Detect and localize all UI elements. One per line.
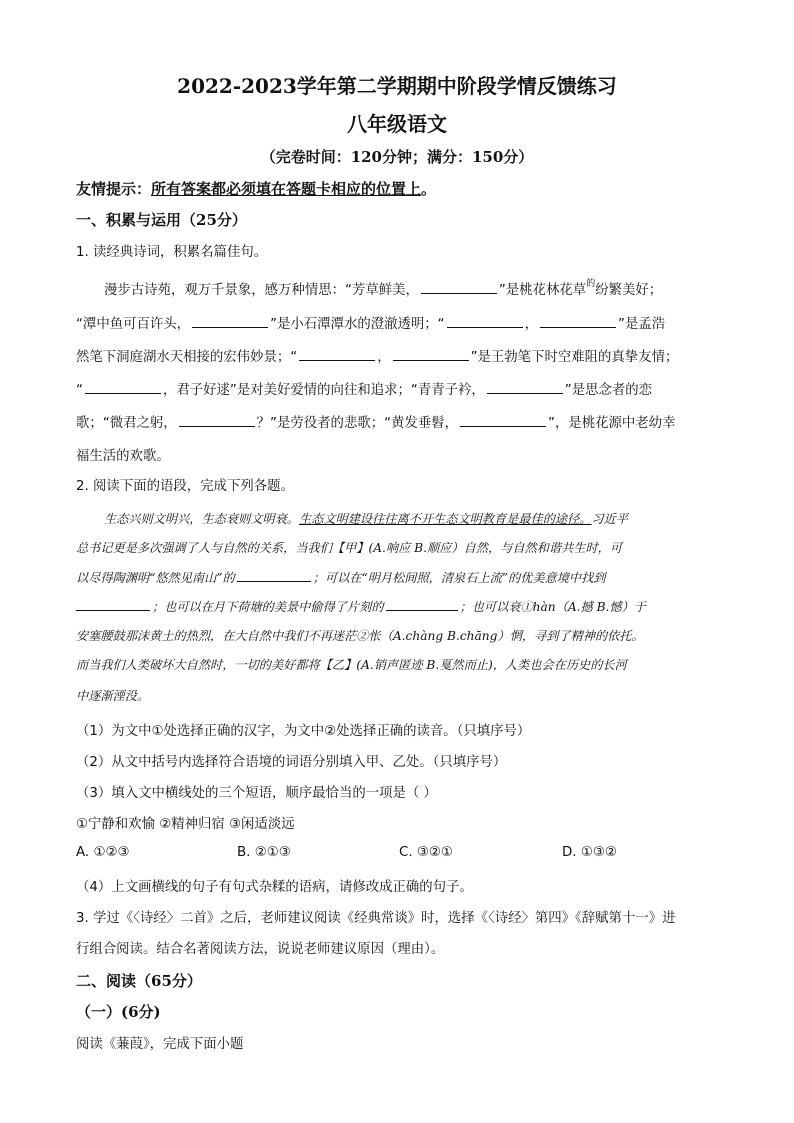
answer-blank[interactable]: [299, 347, 375, 361]
q1-text: ”是小石潭潭水的澄澈透明；“: [270, 317, 445, 332]
section2-intro: 阅读《蒹葭》，完成下面小题: [76, 1037, 244, 1052]
passage-line3: [76, 568, 606, 586]
exam-title: 2022-2023学年第二学期期中阶段学情反馈练习: [177, 74, 617, 98]
passage-line1: [104, 510, 628, 527]
answer-blank[interactable]: [237, 568, 311, 582]
q2-phrases: ①宁静和欢愉 ②精神归宿 ③闲适淡远: [76, 817, 295, 832]
q2-sub1: （1）为文中①处选择正确的汉字，为文中②处选择正确的读音。（只填序号）: [76, 724, 531, 739]
q3-line1: 3. 学过《〈诗经〉二首》之后，老师建议阅读《经典常谈》时，选择《〈诗经〉第四》《辞赋第十一》进: [76, 911, 676, 926]
answer-blank[interactable]: [421, 280, 497, 294]
answer-blank[interactable]: [460, 413, 546, 427]
q1-text: 歌；“微君之躬，: [76, 416, 177, 431]
q2-stem: 2. 阅读下面的语段，完成下列各题。: [76, 479, 294, 494]
q1-text: 纷繁美好；: [595, 283, 663, 298]
q2-option-d[interactable]: D. ①③②: [562, 845, 617, 860]
answer-blank[interactable]: [386, 597, 458, 611]
section2-heading: 二、阅读（65分）: [76, 972, 202, 990]
q1-text: ，君子好逑”是对美好爱情的向往和追求；“青青子衿，: [162, 383, 485, 398]
passage-text: ；也可以衰①hàn（A.撼 B.憾）于: [459, 600, 646, 614]
passage-line6: 而当我们人类破坏大自然时，一切的美好都将【乙】(A.销声匿迹 B.戛然而止)，人类也会在历史的长河: [76, 658, 627, 672]
q1-line3: [76, 346, 678, 365]
q1-text: ”是孟浩: [618, 317, 666, 332]
passage-text: 生态兴则文明兴，生态衰则文明衰。: [104, 512, 299, 526]
passage-text: 习近平: [591, 512, 629, 526]
passage-line5: 安塞腰鼓那沫黄土的热烈，在大自然中我们不再迷茫②怅（A.chàng B.chāng）惘，寻到了精神的依托。: [76, 629, 644, 643]
answer-blank[interactable]: [393, 347, 469, 361]
q1-line2: [76, 313, 665, 332]
q2-sub4: （4）上文画横线的句子有句式杂糅的语病，请修改成正确的句子。: [76, 880, 473, 895]
notice: [76, 178, 436, 199]
q1-line1: [104, 279, 662, 298]
q1-text: 漫步古诗苑，观万千景象，感万种情思：“芳草鲜美，: [104, 283, 419, 298]
answer-blank[interactable]: [179, 413, 255, 427]
q1-text: ”是思念者的恋: [564, 383, 653, 398]
notice-text: 所有答案都必须填在答题卡相应的位置上: [151, 180, 422, 198]
answer-blank[interactable]: [487, 380, 563, 394]
answer-blank[interactable]: [85, 380, 161, 394]
q1-text: “潭中鱼可百许头，: [76, 317, 191, 332]
q2-sub2: （2）从文中括号内选择符合语境的词语分别填入甲、乙处。（只填序号）: [76, 755, 507, 770]
q1-superscript: 的: [586, 279, 596, 289]
notice-end: 。: [421, 180, 437, 198]
q1-line6: 福生活的欢歌。: [76, 449, 170, 464]
passage-text: 以尽得陶渊明“悠然见南山”的: [76, 571, 235, 585]
q1-line4: [76, 379, 652, 398]
passage-text: ；也可以在月下荷塘的美景中偷得了片刻的: [152, 600, 384, 614]
q1-text: “: [76, 383, 83, 398]
answer-blank[interactable]: [192, 314, 268, 328]
section1-heading: 一、积累与运用（25分）: [76, 211, 247, 229]
q3-line2: 行组合阅读。结合名著阅读方法，说说老师建议原因（理由）。: [76, 942, 445, 957]
passage-line4: [76, 597, 646, 615]
q1-stem: 1. 读经典诗词，积累名篇佳句。: [76, 245, 268, 260]
q1-text: ”，是桃花源中老幼幸: [548, 416, 676, 431]
passage-underlined-sentence: 生态文明建设往往离不开生态文明教育是最佳的途径。: [299, 512, 592, 526]
exam-subject: 八年级语文: [347, 112, 447, 136]
exam-info: （完卷时间：120分钟；满分：150分）: [260, 148, 534, 166]
answer-blank[interactable]: [540, 314, 616, 328]
q1-text: ”是王勃笔下时空难阻的真挚友情；: [470, 350, 679, 365]
passage-line2: 总书记更是多次强调了人与自然的关系，当我们【甲】(A.响应 B.顺应）自然，与自然和谐共生时，可: [76, 541, 623, 555]
q2-option-c[interactable]: C. ③②①: [399, 845, 453, 860]
q2-option-b[interactable]: B. ②①③: [237, 845, 291, 860]
q1-line5: [76, 412, 675, 431]
passage-text: ；可以在“明月松间照，清泉石上流”的优美意境中找到: [312, 571, 606, 585]
q1-text: ”是桃花林花草: [498, 283, 587, 298]
q1-text: ，: [377, 350, 391, 365]
answer-blank[interactable]: [76, 597, 150, 611]
notice-label: 友情提示：: [76, 180, 152, 198]
section2-part: （一）(6分): [76, 1003, 161, 1021]
passage-line7: 中逐渐湮没。: [76, 689, 150, 703]
answer-blank[interactable]: [447, 314, 523, 328]
q2-sub3: （3）填入文中横线处的三个短语，顺序最恰当的一项是（ ）: [76, 786, 437, 801]
q1-text: ，: [524, 317, 539, 332]
q1-text: ？”是劳役者的悲歌；“黄发垂髫，: [256, 416, 459, 431]
q2-option-a[interactable]: A. ①②③: [76, 845, 130, 860]
q1-text: 然笔下洞庭湖水天相接的宏伟妙景；“: [76, 350, 298, 365]
